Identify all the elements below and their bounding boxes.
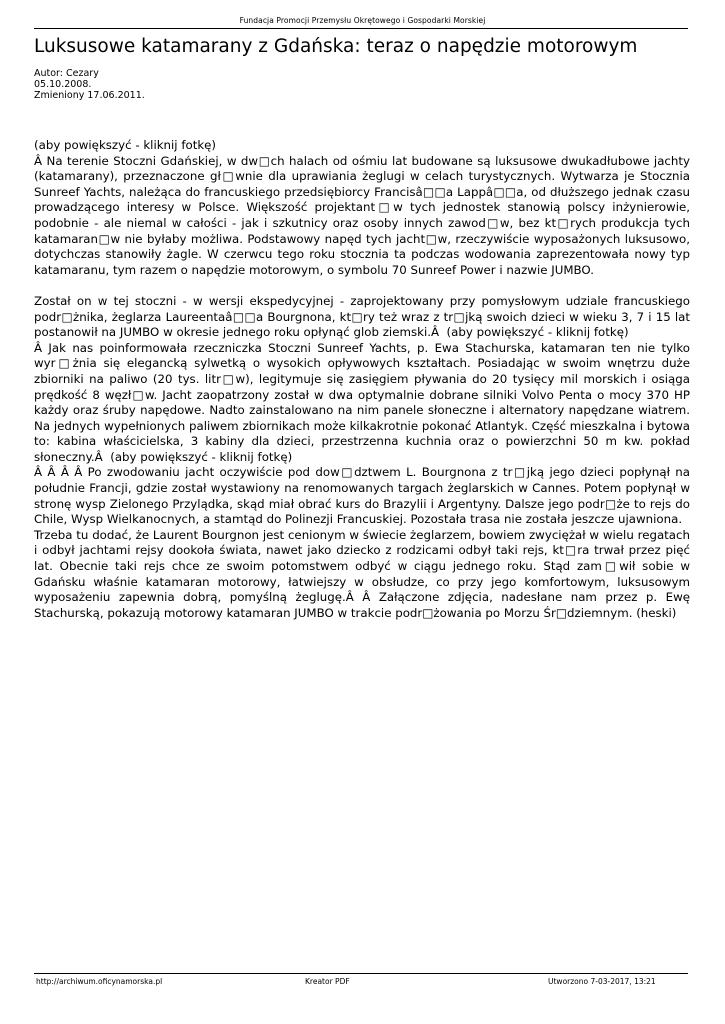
footer-divider <box>34 973 688 974</box>
author-line: Autor: Cezary <box>34 68 99 79</box>
article-paragraph-1: (aby powiększyć - kliknij fotkę) Â Na terenie Stoczni Gdańskiej, w dw□ch halach od ośmiu lat budowane są luksusowe dwukadłubowe jachty (katamarany), przeznaczone gł□wnie dla uprawiania żeglugi w celach turystycznych. Wytwarza je Stocznia Sunreef Yachts, należąca do francuskiego przedsiębiorcy Francisâ□□a Lappâ□□a, od dłuższego jednak czasu prowadzącego interesy w Polsce. Większość projektant□w tych jednostek stanowią polscy inżynierowie, podobnie - ale niemal w całości - jak i szkutnicy oraz osoby innych zawod□w, bez kt□rych produkcja tych katamaran□w nie byłaby możliwa. Podstawowy napęd tych jacht□w, rzeczywiście wyposażonych luksusowo, dotychczas stanowiły żagle. W czerwcu tego roku stocznia ta podczas wodowania zaprezentowała nowy typ katamaranu, tym razem o napędzie motorowym, o symbolu 70 Sunreef Power i nazwie JUMBO. <box>34 138 690 277</box>
page-title: Luksusowe katamarany z Gdańska: teraz o napędzie motorowym <box>34 36 638 57</box>
footer-url[interactable]: http://archiwum.oficynamorska.pl <box>36 977 163 986</box>
footer-generator: Kreator PDF <box>305 977 350 986</box>
header-organization: Fundacja Promocji Przemysłu Okrętowego i Gospodarki Morskiej <box>239 16 486 25</box>
footer-created: Utworzono 7-03-2017, 13:21 <box>548 977 656 986</box>
article-paragraph-2: Został on w tej stoczni - w wersji ekspedycyjnej - zaprojektowany przy pomysłowym udziale francuskiego podr□żnika, żeglarza Laureentaâ□□a Bourgnona, kt□ry też wraz z tr□jką swoich dzieci w wieku 3, 7 i 15 lat postanowił na JUMBO w okresie jednego roku opłynąć glob ziemski.Â (aby powiększyć - kliknij fotkę) Â Jak nas poinformowała rzeczniczka Stoczni Sunreef Yachts, p. Ewa Stachurska, katamaran ten nie tylko wyr□żnia się elegancką sylwetką o wysokich opływowych kształtach. Posiadając w swoim wnętrzu duże zbiorniki na paliwo (20 tys. litr□w), legitymuje się zasięgiem pływania do 20 tysięcy mil morskich i osiąga prędkość 8 węzł□w. Jacht zaopatrzony został w dwa optymalnie dobrane silniki Volvo Penta o mocy 370 HP każdy oraz śruby napędowe. Nadto zainstalowano na nim panele słoneczne i alternatory napędzane wiatrem. Na jednych wypełnionych paliwem zbiornikach może kilkakrotnie pokonać Atlantyk. Część mieszkalna i bytowa to: kabina właścicielska, 3 kabiny dla dzieci, przestrzenna kuchnia oraz o powierzchni 50 m kw. pokład słoneczny.Â (aby powiększyć - kliknij fotkę) Â Â Â Â Po zwodowaniu jacht oczywiście pod dow□dztwem L. Bourgnona z tr□jką jego dzieci popłynął na południe Francji, gdzie został wystawiony na renomowanych targach żeglarskich w Cannes. Potem popłynął w stronę wysp Zielonego Przylądka, skąd miał obrać kurs do Brazylii i Argentyny. Dalsze jego podr□że to rejs do Chile, Wysp Wielkanocnych, a stamtąd do Polinezji Francuskiej. Pozostała trasa nie została jeszcze ujawniona. Trzeba tu dodać, że Laurent Bourgnon jest cenionym w świecie żeglarzem, bowiem zwyciężał w wielu regatach i odbył jachtami rejsy dookoła świata, nawet jako dziecko z rodzicami odbył taki rejs, kt□ra trwał przez pięć lat. Obecnie taki rejs chce ze swoim potomstwem odbyć w ciągu jednego roku. Stąd zam□wił sobie w Gdańsku właśnie katamaran motorowy, łatwiejszy w obsłudze, co przy jego komfortowym, luksusowym wyposażeniu zapewnia dobrą, pomyślną żeglugę.Â Â Załączone zdjęcia, nadesłane nam przez p. Ewę Stachurską, pokazują motorowy katamaran JUMBO w trakcie podr□żowania po Morzu Śr□dziemnym. (heski) <box>34 293 690 620</box>
modified-date: Zmieniony 17.06.2011. <box>34 90 145 101</box>
article-body <box>34 138 690 621</box>
header-divider <box>34 28 688 29</box>
paragraph-gap <box>34 278 690 294</box>
publish-date: 05.10.2008. <box>34 79 92 90</box>
article-meta <box>34 68 145 101</box>
